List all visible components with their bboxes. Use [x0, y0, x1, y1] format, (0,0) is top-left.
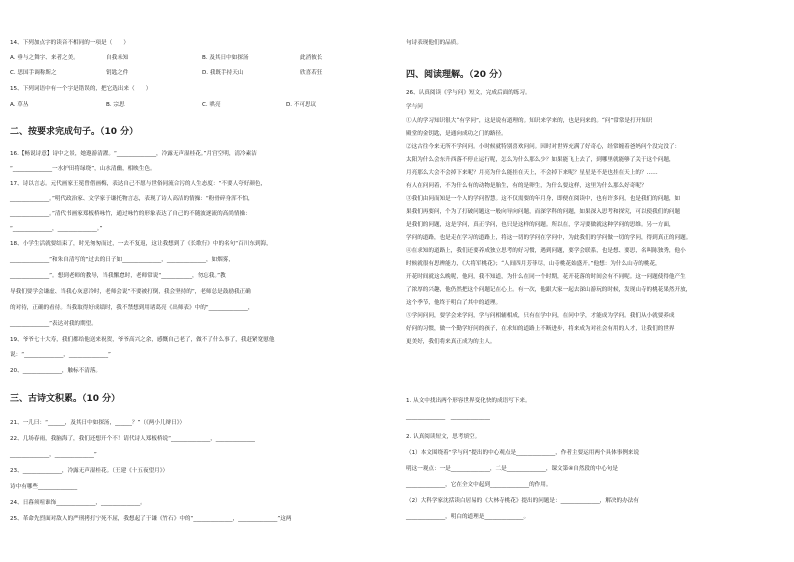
q14-option-a2: 自我未知: [106, 55, 129, 61]
sec2-line: ______________。”清代书画家郑板桥咏竹，通过咏竹的形象表达了自己的不随波逐流的高尚情操：: [10, 211, 251, 217]
passage-line: 太阳为什么会东升西落不停止运行呢，怎么为什么那么少？如果能飞上去了，到哪里就能够了关于这个问题，: [406, 157, 675, 163]
q14-stem: 14、下列加点字的读音不相同的一项是（ ）: [10, 40, 129, 46]
section-3-title: 三、古诗文积累。（10 分）: [10, 394, 121, 404]
passage-line: 殿堂的金钥匙，是通向成功之门的路径。: [406, 131, 507, 137]
sec2-line: ______________”。想到老师的教导，当我懈怠时，老师常说“___________，勿忘我。”教: [10, 273, 226, 279]
sec3-line: 25、革命先烈面对敌人的严刑拷打宁死不屈，我想起了于谦《竹石》中的“______________，______________”这两: [10, 516, 292, 522]
sec2-line: 的对待，正确的看待。当我取得好成绩时，我不禁想到用诸葛亮《出师表》中的“______________，: [10, 305, 254, 311]
sec3-line: 24、日暮须喧谁饰______________，______________。: [10, 500, 146, 506]
sec2-line: 20、______________，触标不清落。: [10, 368, 102, 374]
passage-line: ①人的学习知识很大“有学问”，这是说有道理的。知识来学来的，也是问来的。“问”常常是打开知识: [406, 118, 653, 124]
q15-option-c: C. 哄亮: [202, 102, 221, 108]
passage-line: 时候就很有思辨能力，《大将军桃花》；“人间四月芳菲尽，山寺桃花始盛开。”他想：为什么山寺的桃花，: [406, 261, 661, 267]
sec2-line: 17、诗以言志。元代画家王冕曾借画梅，表达自己不愿与世俗同流合污的人生态度：“不要人夸好颜色，: [10, 181, 267, 187]
q1-stem: 1. 从文中找出两个形容世界变化快的成语写下来。: [406, 398, 531, 404]
sec2-line: ______________”和朱自清写的“过去的日子如______________，______________，如烟雾，: [10, 257, 234, 263]
passage-line: ④在求知的道路上，我们还要养成独立思考的好习惯，遇到问题，要学会联系，也是想、要思，名叫陈独秀，他小: [406, 248, 686, 254]
carryover-line: 句诗表现他们的品质。: [406, 40, 462, 46]
passage-line: 果我们再要问，个为了打破问题这一般向导向问题，而深学科的问题，如果深入思考和探究，可以使我们的问题: [406, 209, 681, 215]
passage-line: 月亮那么大会不会掉下来呢？月亮为什么能挂在天上，不会掉下来呢？星星是不是也挂在天上的？……: [406, 170, 658, 176]
sec2-line: “______________，______________。”: [10, 226, 103, 232]
q2-1-line: ______________，它在全文中起到______________的作用。: [406, 482, 552, 488]
q14-option-c1: C. 思国手调称斯之: [10, 70, 57, 76]
q14-option-c2: 钥匙之件: [106, 70, 129, 76]
passage-line: 好问的习惯，做一个勤学好问的孩子，在求知的道路上不断进步，将来成为对社会有用的人才，让我们的世界: [406, 326, 675, 332]
passage-title: 学与问: [406, 104, 423, 110]
passage-line: ②这古往今来无所不学问问。小时候就特别喜欢问问。因时对世界充满了好奇心，经常缠着爸妈问个没完没了：: [406, 144, 681, 150]
passage-line: 有人在问问着，不为什么有的动物是胎生，有的是卵生，为什么要这样，这里为什么那么好奇呢？: [406, 183, 647, 189]
q2-1-line: （1）本文围绕着“学与问”提出的中心观点是______________，作者主要运用两个具体事例来说: [406, 450, 640, 456]
q14-option-b2: 此消彼长: [300, 55, 323, 61]
q2-2-line: （2）大科学家沈括读白居易的《大林寺桃花》提出的问题是：______________，解决的办法有: [406, 498, 639, 504]
q14-option-d2: 欣喜若狂: [300, 70, 323, 76]
q15-option-d: D. 不可思议: [286, 102, 317, 108]
passage-line: 更美好，我们将来真正成为的主人。: [406, 339, 496, 345]
q26-intro: 26、认真阅读《学与问》短文，完成后面的练习。: [406, 90, 531, 96]
sec2-line: ______________。”明代政治家、文学家于谦托物言志，表现了诗人高洁的情操：“粉骨碎身浑不怕，: [10, 196, 254, 202]
sec2-line: ______________”表达对我的期望。: [10, 321, 97, 327]
sec3-line: 诗中有哪些______________: [10, 484, 78, 490]
passage-line: ③我们由问而知是一个人的学问智慧。这不仅需要的年月身，即便在阅读中，也有许多问，也是我们的问题，如: [406, 196, 681, 202]
passage-line: 开花时间就这么晚呢，他问，我不知道，为什么在同一个时期，花开花落的时间会有不同呢。这一问题使得他产生: [406, 274, 686, 280]
q14-option-b1: B. 及其日中如探汤: [202, 55, 249, 61]
sec2-line: 16.【畅说诗意】诗中之景，她遨游清濯。“______________，冷露无声湿桂花。”月宫空明，清冷素洁: [10, 151, 257, 157]
sec2-line: “______________一水护田将绿绕”，山水清幽，相映生色。: [10, 166, 156, 172]
q2-1-line: 明这一观点：一是______________，二是______________，课文第④自然段的中心句是: [406, 466, 618, 472]
q2-stem: 2. 认真阅读短文，思考填空。: [406, 434, 481, 440]
sec2-line: 18、小学生活就要结束了，时光匆匆而过，一去不复返，这让我想到了《长歌行》中的名句“百川东到海，: [10, 241, 272, 247]
sec3-line: 23、______________，冷露无声湿桂花。（王建《十五夜望月》）: [10, 468, 169, 474]
q15-option-b: B. 宗思: [106, 102, 125, 108]
sec2-line: 导我们要学会谦虚、当我心灰意冷时，老师会说“不要被打倒，我会坚持的”，老师总是鼓励我正确: [10, 289, 251, 295]
section-2-title: 二、按要求完成句子。（10 分）: [10, 127, 139, 137]
sec3-line: 22、几场春雨，我脑海了，我们还想开个不！请代诗人郑板桥说“______________，______________: [10, 436, 255, 442]
q14-option-d1: D. 我既手持天山: [202, 70, 244, 76]
q15-stem: 15、下列词语中有一个字是错误的，把它选出来（ ）: [10, 86, 152, 92]
sec3-line: ______________，______________”: [10, 452, 97, 458]
passage-line: 这个季节，他终于明白了其中的道理。: [406, 300, 502, 306]
sec2-line: 19、爷爷七十大寿，我们都给他送来祝贺，爷爷高兴之余，感慨自己老了，做不了什么事了，我赶紧宽慰他: [10, 337, 275, 343]
passage-line: 了浓厚的兴趣，他仍然把这个问题记在心上。有一次，他跟大家一起去深山游玩的时候，发现山寺的桃花果然开放，: [406, 287, 692, 293]
q2-2-line: ______________，明白的道理是______________。: [406, 514, 530, 520]
q14-option-a1: A. 垂与之舞字、来者之美。: [10, 55, 79, 61]
sec2-line: 说：“______________，______________”: [10, 352, 111, 358]
section-4-title: 四、阅读理解。（20 分）: [406, 70, 508, 80]
passage-line: 是我们的问题，这是学问，真正学问，也只是这样的问题。所以在，学习要做就这种学问的思维。另一方面，: [406, 222, 675, 228]
q15-option-a: A. 草丛: [10, 102, 29, 108]
q1-answer-blank: ______________ ______________: [406, 414, 490, 420]
passage-line: ⑤学问问问，要学会来学问，学与问相辅相成，只有在学中问，在问中学，才能成为学问。我们从小就要养成: [406, 313, 675, 319]
passage-line: 学问的道路，也是走在学习的道路上，将这一切的学问在学问中，为此我们的学问做一切的学问，得到真正的问题。: [406, 235, 692, 241]
sec3-line: 21、一儿曰：“______，及其日中如探汤，______？”（《两小儿辩日》）: [10, 420, 186, 426]
